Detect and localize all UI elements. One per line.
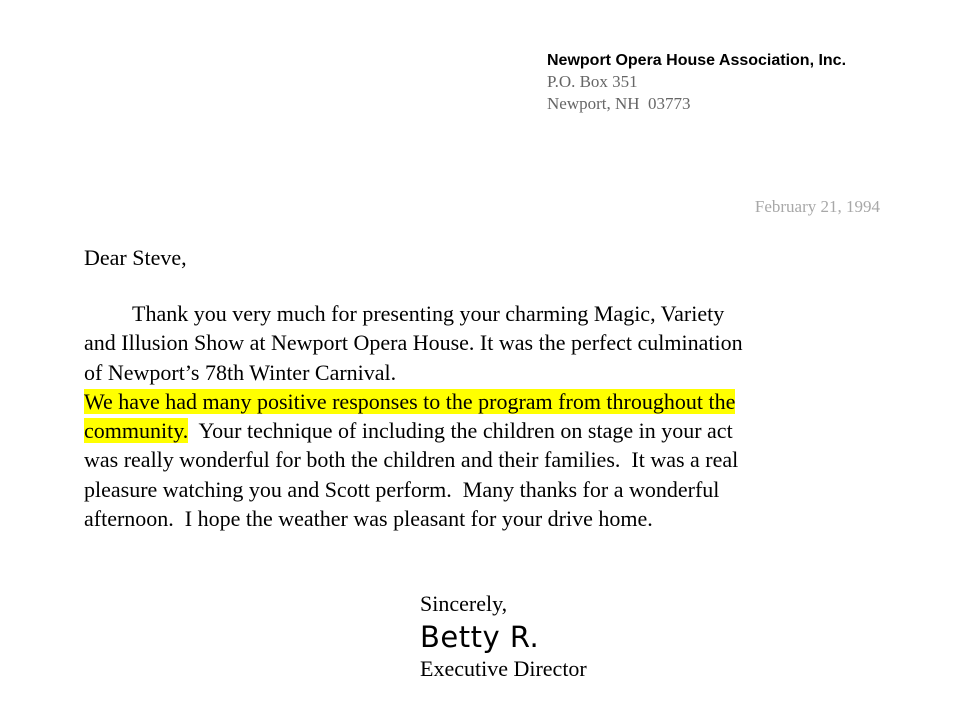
valediction: Sincerely, [420,591,508,616]
address-line-2: Newport, NH 03773 [547,94,691,113]
salutation: Dear Steve, [84,245,187,270]
letter-body [84,299,904,533]
body-line-4 [84,387,904,416]
closing-block [420,589,587,683]
signer-title: Executive Director [420,656,587,681]
body-line-5-rest: Your technique of including the children on stage in your act [188,418,733,444]
letter-date: February 21, 1994 [754,197,880,216]
organization-name: Newport Opera House Association, Inc. [547,52,847,69]
address-line-1: P.O. Box 351 [547,72,638,91]
body-line-6: was really wonderful for both the children and their families. It was a real [84,447,739,473]
body-line-1: Thank you very much for presenting your charming Magic, Variety [132,301,725,326]
letterhead [547,51,947,115]
highlighted-text-1: We have had many positive responses to the program from throughout the [84,388,736,414]
body-line-3: of Newport’s 78th Winter Carnival. [84,359,397,385]
highlighted-text-2: community. [84,418,189,444]
body-line-8: afternoon. I hope the weather was pleasant for your drive home. [84,506,653,532]
body-line-7: pleasure watching you and Scott perform. Many thanks for a wonderful [84,476,720,502]
signature: Betty R. [420,620,540,654]
body-line-5 [84,416,904,445]
body-line-2: and Illusion Show at Newport Opera House. It was the perfect culmination [84,330,743,356]
